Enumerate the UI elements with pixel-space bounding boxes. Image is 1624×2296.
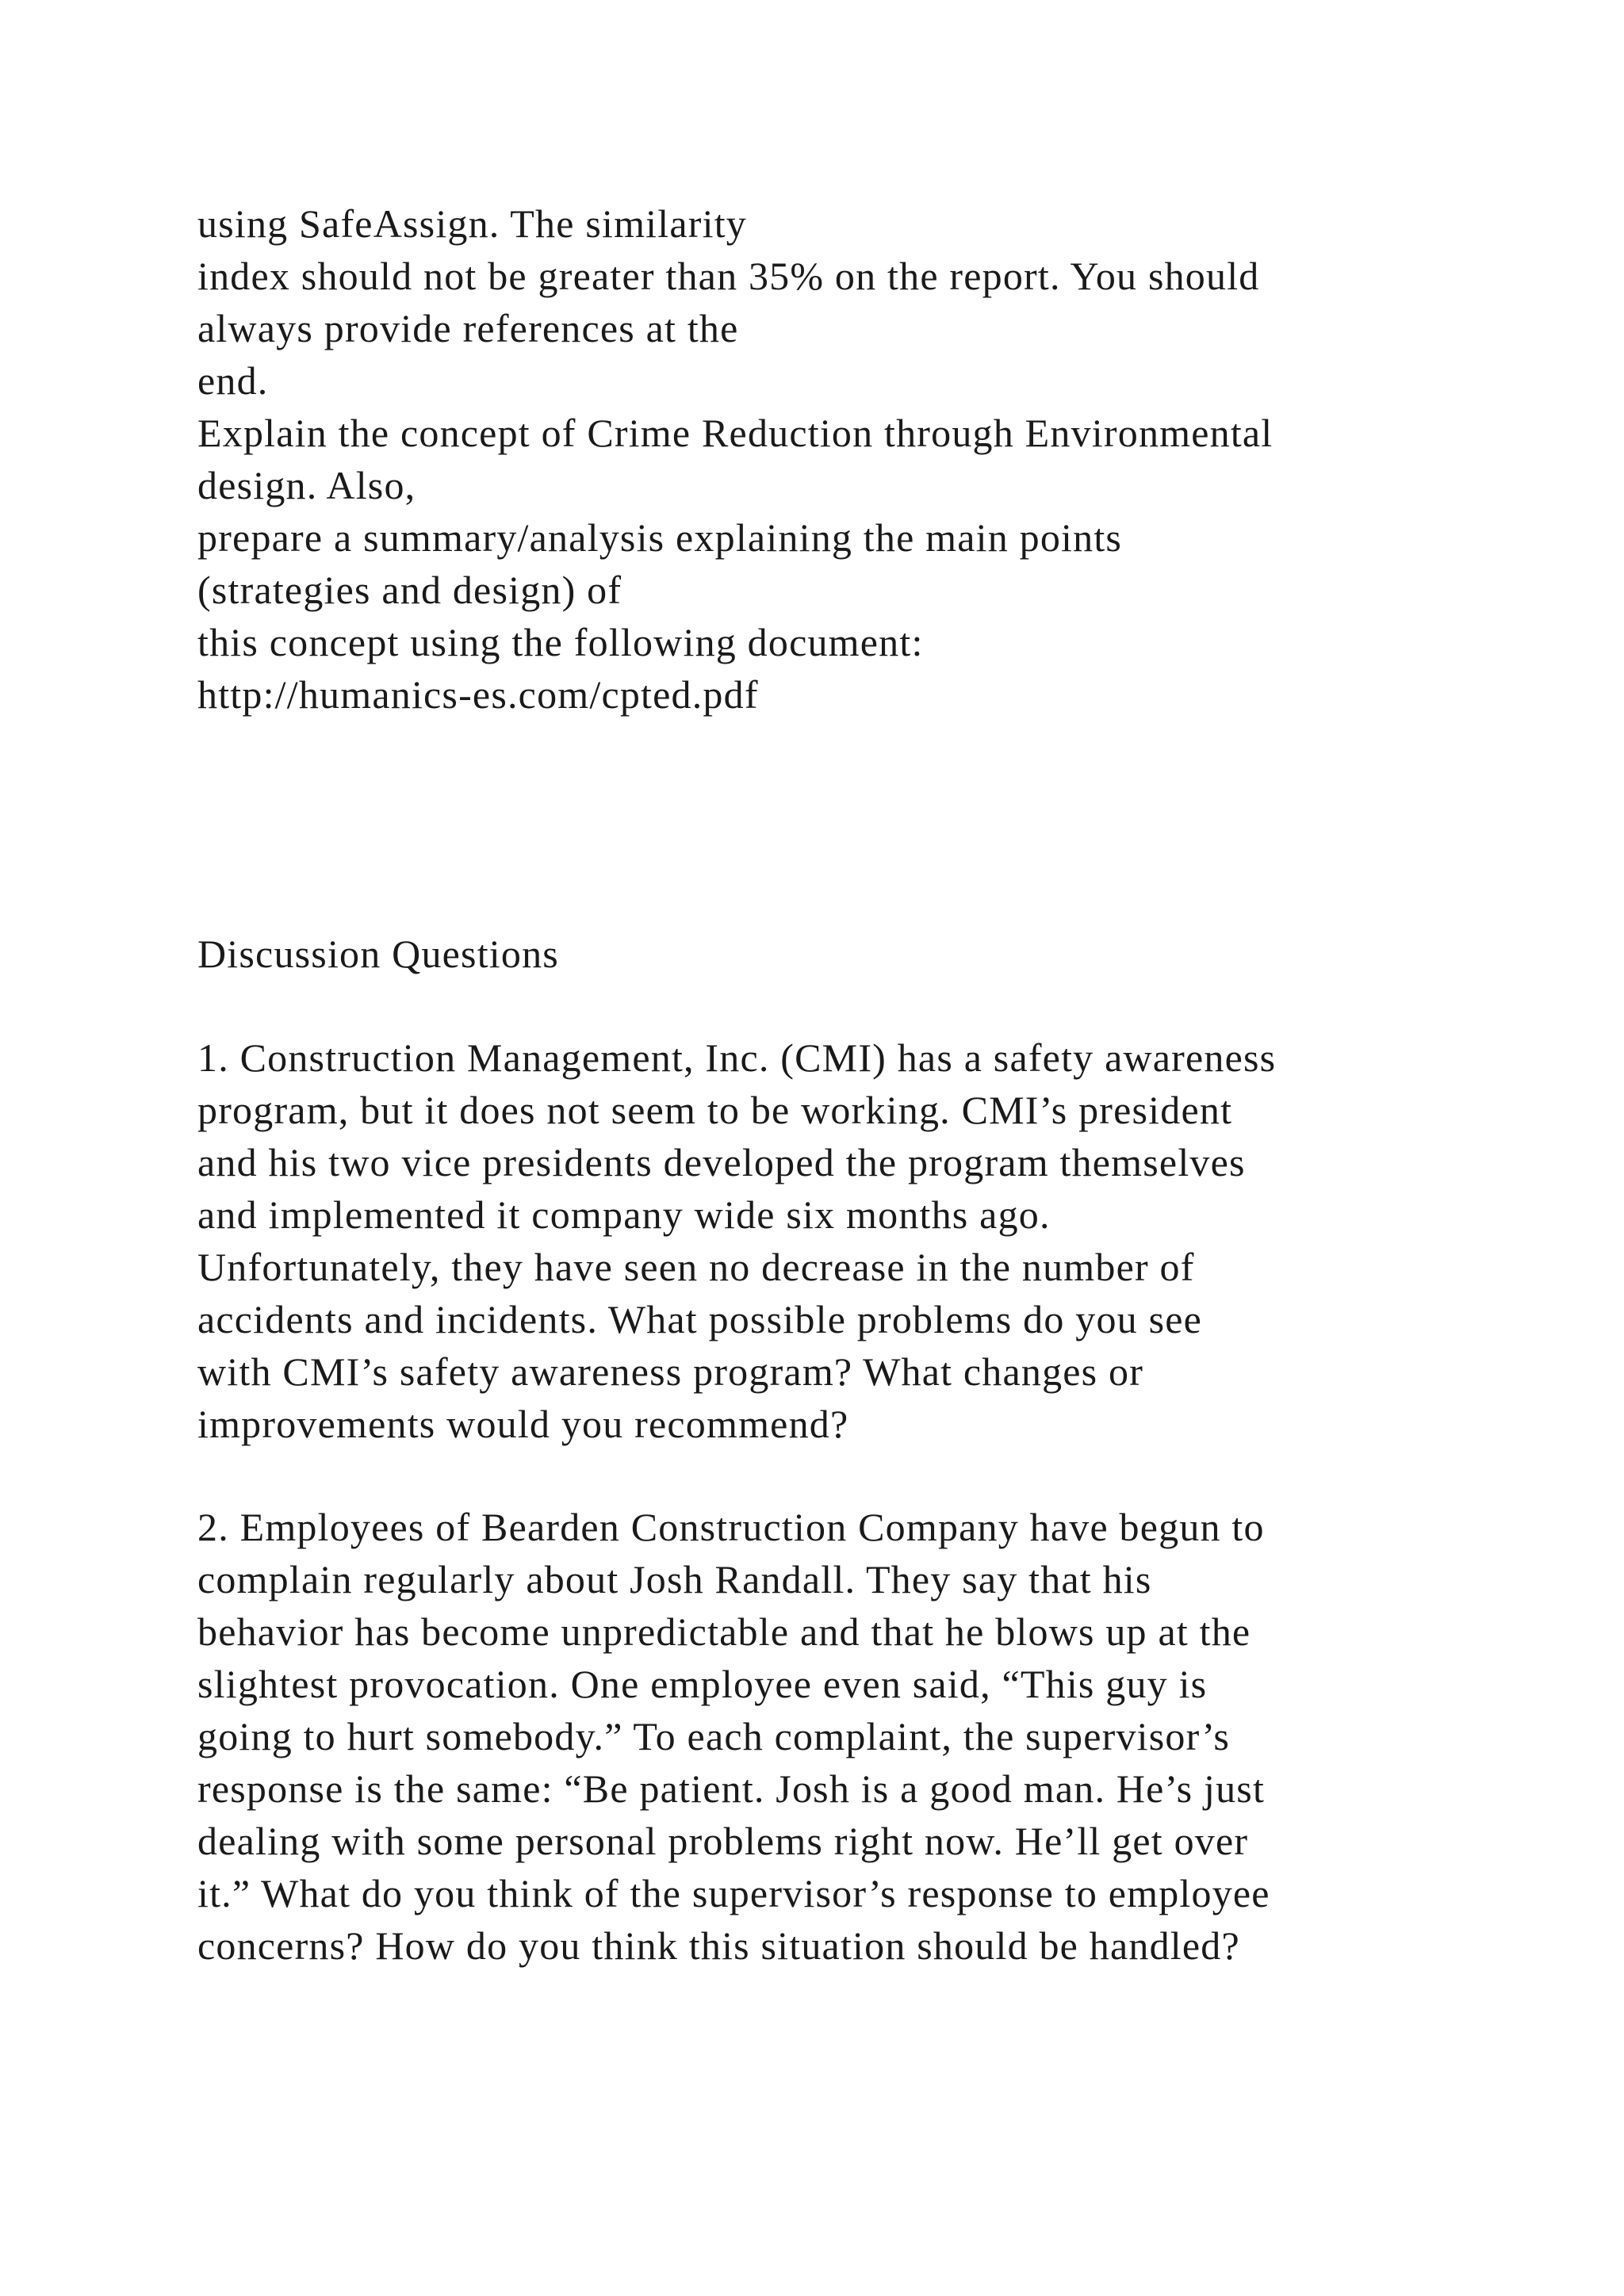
assignment-instructions [197, 197, 1498, 721]
text-line: Unfortunately, they have seen no decrease in the number of [197, 1245, 1195, 1289]
text-line: dealing with some personal problems right now. He’ll get over [197, 1819, 1249, 1863]
discussion-question-2 [197, 1501, 1498, 1972]
text-line: and implemented it company wide six months ago. [197, 1192, 1051, 1237]
text-line: (strategies and design) of [197, 568, 622, 612]
text-line: Explain the concept of Crime Reduction through Environmental [197, 411, 1274, 455]
text-line: prepare a summary/analysis explaining the main points [197, 515, 1123, 560]
text-line: going to hurt somebody.” To each complaint, the supervisor’s [197, 1714, 1231, 1758]
text-line: slightest provocation. One employee even said, “This guy is [197, 1662, 1208, 1706]
text-line: 2. Employees of Bearden Construction Company have begun to [197, 1505, 1265, 1549]
text-line: this concept using the following document: [197, 620, 924, 664]
text-line: it.” What do you think of the supervisor’s response to employee [197, 1871, 1270, 1915]
discussion-heading-block [197, 928, 1498, 980]
text-line: program, but it does not seem to be working. CMI’s president [197, 1088, 1233, 1132]
text-line: improvements would you recommend? [197, 1402, 849, 1446]
text-line: using SafeAssign. The similarity [197, 201, 747, 246]
text-line: always provide references at the [197, 306, 739, 350]
text-line: complain regularly about Josh Randall. They say that his [197, 1557, 1152, 1601]
text-line: with CMI’s safety awareness program? What changes or [197, 1349, 1144, 1394]
document-url: http://humanics-es.com/cpted.pdf [197, 672, 759, 717]
text-line: response is the same: “Be patient. Josh is a good man. He’s just [197, 1766, 1266, 1811]
text-line: index should not be greater than 35% on the report. You should [197, 254, 1260, 298]
text-line: 1. Construction Management, Inc. (CMI) has a safety awareness [197, 1035, 1277, 1080]
text-line: end. [197, 358, 269, 403]
text-line: and his two vice presidents developed the program themselves [197, 1140, 1246, 1184]
text-line: behavior has become unpredictable and that he blows up at the [197, 1609, 1251, 1654]
section-heading: Discussion Questions [197, 932, 559, 976]
text-line: concerns? How do you think this situation should be handled? [197, 1923, 1240, 1968]
text-line: design. Also, [197, 463, 416, 507]
text-line: accidents and incidents. What possible problems do you see [197, 1297, 1203, 1341]
discussion-question-1 [197, 1031, 1498, 1450]
